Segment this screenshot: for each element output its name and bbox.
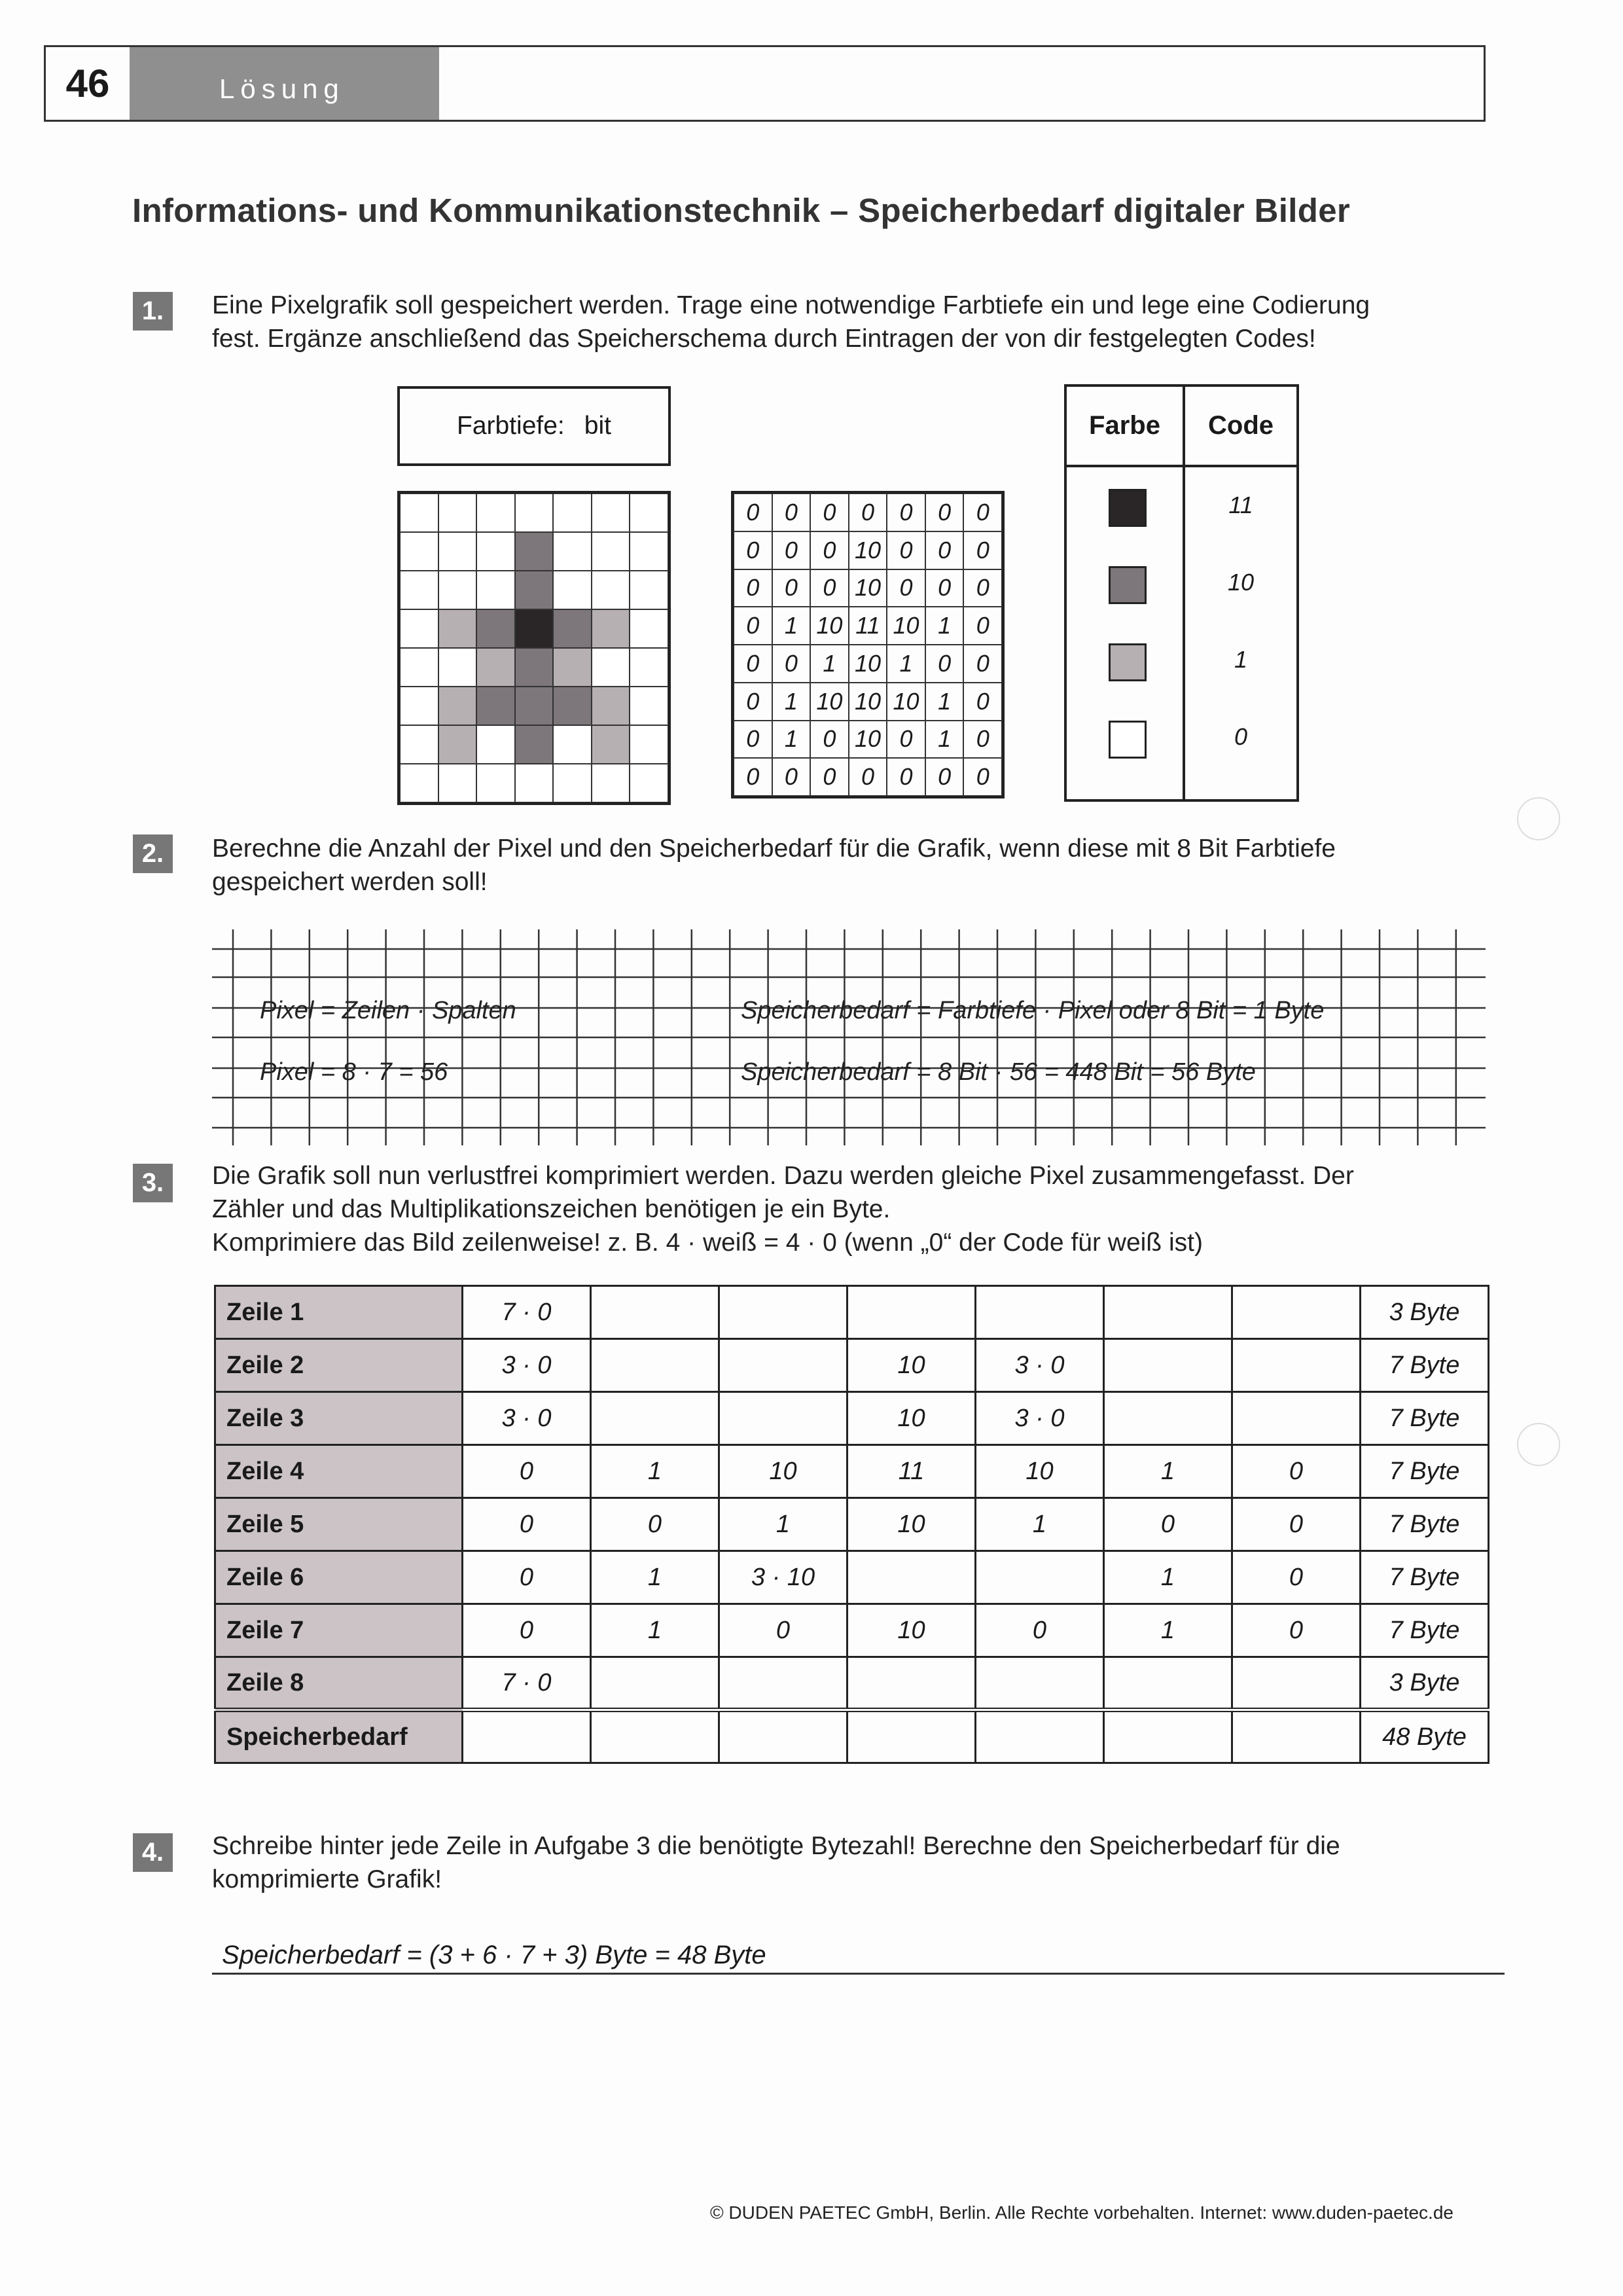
table-cell[interactable]: 1 (719, 1498, 847, 1551)
section-tag: Lösung (219, 73, 345, 104)
legend-header-color: Farbe (1089, 411, 1160, 440)
pixel-cell (400, 532, 438, 571)
table-cell[interactable]: 3 · 0 (976, 1339, 1104, 1392)
legend-header-code: Code (1208, 411, 1274, 440)
table-row (215, 1657, 1489, 1710)
table-cell[interactable] (719, 1710, 847, 1763)
code-cell[interactable]: 0 (887, 493, 925, 531)
table-cell[interactable] (719, 1657, 847, 1710)
pixel-cell (438, 532, 477, 571)
code-cell[interactable]: 0 (963, 721, 1002, 759)
table-row (215, 1339, 1489, 1392)
pixel-cell (476, 571, 515, 609)
byte-count-cell[interactable]: 7 Byte (1361, 1604, 1489, 1657)
code-cell[interactable]: 10 (887, 607, 925, 645)
task-3-text-line: Komprimiere das Bild zeilenweise! z. B. 4 · weiß = 4 · 0 (wenn „0“ der Code für weiß ist) (212, 1229, 1203, 1257)
table-cell[interactable] (591, 1710, 719, 1763)
pixel-cell (592, 648, 630, 687)
code-cell[interactable]: 0 (925, 493, 964, 531)
code-cell[interactable]: 1 (887, 645, 925, 683)
pixel-cell (630, 532, 668, 571)
code-cell[interactable]: 0 (810, 758, 849, 796)
answer-text: Speicherbedarf = (3 + 6 · 7 + 3) Byte = 48 Byte (222, 1941, 766, 1969)
pixel-cell (553, 764, 592, 802)
table-cell[interactable] (1104, 1710, 1232, 1763)
farbtiefe-unit: bit (584, 412, 611, 440)
punch-hole (1517, 797, 1560, 840)
table-row (215, 1604, 1489, 1657)
pixel-cell (553, 725, 592, 764)
pixel-result: Pixel = 8 · 7 = 56 (260, 1058, 448, 1086)
code-cell[interactable]: 0 (772, 758, 811, 796)
pixel-cell (553, 687, 592, 725)
table-cell[interactable] (591, 1339, 719, 1392)
pixel-formula: Pixel = Zeilen · Spalten (260, 997, 516, 1024)
table-row (215, 1286, 1489, 1339)
pixel-cell (630, 571, 668, 609)
pixel-cell (553, 571, 592, 609)
code-cell[interactable]: 0 (925, 531, 964, 569)
pixel-cell (476, 725, 515, 764)
pixel-cell (592, 571, 630, 609)
code-cell[interactable]: 0 (887, 721, 925, 759)
pixel-cell (476, 609, 515, 648)
pixel-cell (438, 687, 477, 725)
row-label: Zeile 6 (215, 1551, 463, 1604)
code-cell[interactable]: 1 (810, 645, 849, 683)
table-cell[interactable] (1232, 1286, 1361, 1339)
pixel-cell (515, 493, 554, 532)
row-label: Zeile 3 (215, 1392, 463, 1445)
code-cell[interactable]: 1 (772, 683, 811, 721)
code-cell[interactable]: 10 (849, 683, 887, 721)
table-cell[interactable]: 0 (719, 1604, 847, 1657)
code-cell[interactable]: 0 (887, 531, 925, 569)
code-cell[interactable]: 11 (849, 607, 887, 645)
pixel-grid (397, 491, 671, 805)
table-cell[interactable] (1104, 1392, 1232, 1445)
footer-copyright: © DUDEN PAETEC GmbH, Berlin. Alle Rechte vorbehalten. Internet: www.duden-paetec.de (710, 2202, 1454, 2223)
code-cell[interactable]: 0 (849, 493, 887, 531)
code-cell[interactable]: 0 (810, 493, 849, 531)
pixel-cell (438, 764, 477, 802)
code-cell[interactable]: 0 (810, 569, 849, 607)
byte-count-cell[interactable]: 7 Byte (1361, 1392, 1489, 1445)
byte-count-cell[interactable]: 7 Byte (1361, 1551, 1489, 1604)
byte-count-cell[interactable]: 3 Byte (1361, 1286, 1489, 1339)
pixel-cell (476, 764, 515, 802)
table-cell[interactable]: 3 · 10 (719, 1551, 847, 1604)
code-cell[interactable]: 0 (849, 758, 887, 796)
legend-code: 0 (1234, 723, 1248, 750)
pixel-cell (630, 725, 668, 764)
table-cell[interactable]: 10 (719, 1445, 847, 1498)
legend-divider (1067, 465, 1296, 467)
row-label: Zeile 1 (215, 1286, 463, 1339)
total-label: Speicherbedarf (215, 1710, 463, 1763)
pixel-cell (438, 571, 477, 609)
table-cell[interactable] (847, 1657, 976, 1710)
row-label: Zeile 7 (215, 1604, 463, 1657)
punch-hole (1517, 1423, 1560, 1466)
pixel-cell (553, 648, 592, 687)
code-cell[interactable]: 0 (734, 683, 772, 721)
pixel-cell (515, 571, 554, 609)
code-cell[interactable]: 1 (772, 721, 811, 759)
code-cell[interactable]: 10 (849, 531, 887, 569)
table-cell[interactable]: 0 (1232, 1445, 1361, 1498)
page-title: Informations- und Kommunikationstechnik – Speicherbedarf digitaler Bilder (132, 192, 1351, 229)
task-2-text-line: gespeichert werden soll! (212, 868, 488, 896)
pixel-cell (515, 609, 554, 648)
code-cell[interactable]: 0 (734, 607, 772, 645)
table-cell[interactable]: 1 (1104, 1551, 1232, 1604)
table-cell[interactable]: 10 (847, 1339, 976, 1392)
table-cell[interactable] (976, 1286, 1104, 1339)
table-cell[interactable]: 0 (976, 1604, 1104, 1657)
pixel-cell (400, 687, 438, 725)
table-cell[interactable] (591, 1657, 719, 1710)
table-cell[interactable]: 0 (463, 1445, 591, 1498)
code-cell[interactable]: 0 (772, 493, 811, 531)
table-cell[interactable] (847, 1551, 976, 1604)
code-cell[interactable]: 1 (925, 721, 964, 759)
task-3-text (212, 1159, 1354, 1259)
table-cell[interactable]: 0 (1232, 1498, 1361, 1551)
code-cell[interactable]: 0 (772, 569, 811, 607)
table-cell[interactable]: 1 (591, 1445, 719, 1498)
row-label: Zeile 5 (215, 1498, 463, 1551)
task-1-text-line: fest. Ergänze anschließend das Speicherschema durch Eintragen der von dir festgelegten Codes! (212, 325, 1316, 353)
code-cell[interactable]: 10 (849, 721, 887, 759)
pixel-cell (553, 532, 592, 571)
pixel-cell (630, 687, 668, 725)
task-4-text-line: komprimierte Grafik! (212, 1865, 442, 1893)
table-cell[interactable] (976, 1551, 1104, 1604)
table-cell[interactable] (1232, 1710, 1361, 1763)
code-cell[interactable]: 0 (810, 721, 849, 759)
table-row (215, 1498, 1489, 1551)
task-4-text-line: Schreibe hinter jede Zeile in Aufgabe 3 die benötigte Bytezahl! Berechne den Speicherbedarf für die (212, 1832, 1340, 1860)
table-cell[interactable]: 0 (463, 1498, 591, 1551)
code-cell[interactable]: 0 (963, 645, 1002, 683)
storage-schema-grid (731, 491, 1005, 798)
pixel-cell (630, 493, 668, 532)
pixel-cell (400, 571, 438, 609)
pixel-cell (592, 764, 630, 802)
table-cell[interactable] (976, 1710, 1104, 1763)
pixel-cell (592, 725, 630, 764)
table-cell[interactable]: 7 · 0 (463, 1657, 591, 1710)
code-cell[interactable]: 1 (772, 607, 811, 645)
table-cell[interactable]: 10 (847, 1392, 976, 1445)
code-cell[interactable]: 10 (810, 683, 849, 721)
pixel-cell (476, 687, 515, 725)
pixel-cell (400, 609, 438, 648)
code-cell[interactable]: 0 (887, 758, 925, 796)
table-cell[interactable]: 3 · 0 (976, 1392, 1104, 1445)
task-1-text (212, 289, 1370, 355)
code-cell[interactable]: 0 (734, 758, 772, 796)
task-4-text (212, 1829, 1340, 1896)
table-cell[interactable] (719, 1339, 847, 1392)
table-cell[interactable] (719, 1286, 847, 1339)
compression-table (214, 1285, 1489, 1764)
table-cell[interactable]: 0 (463, 1551, 591, 1604)
code-cell[interactable]: 0 (734, 645, 772, 683)
pixel-cell (630, 648, 668, 687)
code-cell[interactable]: 0 (810, 531, 849, 569)
pixel-cell (400, 648, 438, 687)
row-label: Zeile 2 (215, 1339, 463, 1392)
legend-code: 10 (1227, 569, 1255, 596)
color-swatch (1109, 721, 1147, 759)
table-cell[interactable]: 1 (591, 1604, 719, 1657)
code-cell[interactable]: 0 (963, 683, 1002, 721)
byte-count-cell[interactable]: 7 Byte (1361, 1498, 1489, 1551)
color-swatch (1109, 643, 1147, 681)
color-swatch (1109, 489, 1147, 527)
table-cell[interactable] (1104, 1339, 1232, 1392)
code-cell[interactable]: 0 (963, 569, 1002, 607)
pixel-cell (515, 648, 554, 687)
pixel-cell (515, 532, 554, 571)
code-cell[interactable]: 0 (734, 493, 772, 531)
task-4-number: 4. (133, 1833, 173, 1872)
row-label: Zeile 8 (215, 1657, 463, 1710)
table-cell[interactable]: 0 (1232, 1604, 1361, 1657)
color-code-legend (1064, 384, 1299, 802)
table-row (215, 1551, 1489, 1604)
pixel-cell (630, 764, 668, 802)
pixel-cell (438, 493, 477, 532)
table-row (215, 1392, 1489, 1445)
task-2-text-line: Berechne die Anzahl der Pixel und den Speicherbedarf für die Grafik, wenn diese mit 8 Bit Farbtiefe (212, 834, 1336, 863)
pixel-cell (515, 764, 554, 802)
table-cell[interactable]: 10 (847, 1498, 976, 1551)
table-cell[interactable] (1104, 1286, 1232, 1339)
task-3-number: 3. (133, 1164, 173, 1202)
pixel-cell (438, 725, 477, 764)
code-cell[interactable]: 0 (772, 645, 811, 683)
byte-count-cell[interactable]: 7 Byte (1361, 1445, 1489, 1498)
graph-paper (212, 929, 1486, 1145)
pixel-cell (553, 493, 592, 532)
answer-line (212, 1973, 1505, 1975)
pixel-cell (630, 609, 668, 648)
pixel-cell (400, 725, 438, 764)
legend-code: 11 (1228, 492, 1253, 518)
table-cell[interactable]: 1 (1104, 1445, 1232, 1498)
pixel-cell (592, 493, 630, 532)
table-cell[interactable]: 1 (1104, 1604, 1232, 1657)
color-swatch (1109, 566, 1147, 604)
table-cell[interactable]: 11 (847, 1445, 976, 1498)
code-cell[interactable]: 0 (887, 569, 925, 607)
code-cell[interactable]: 0 (963, 493, 1002, 531)
pixel-cell (515, 687, 554, 725)
pixel-cell (438, 609, 477, 648)
pixel-cell (592, 609, 630, 648)
table-cell[interactable] (976, 1657, 1104, 1710)
table-cell[interactable]: 1 (591, 1551, 719, 1604)
table-row (215, 1445, 1489, 1498)
code-cell[interactable]: 0 (925, 758, 964, 796)
pixel-cell (400, 764, 438, 802)
table-cell[interactable]: 10 (847, 1604, 976, 1657)
code-cell[interactable]: 0 (925, 569, 964, 607)
pixel-cell (515, 725, 554, 764)
farbtiefe-label: Farbtiefe: (457, 412, 565, 440)
code-cell[interactable]: 0 (734, 531, 772, 569)
table-cell[interactable] (1232, 1392, 1361, 1445)
table-cell[interactable]: 0 (1232, 1551, 1361, 1604)
table-cell[interactable]: 1 (976, 1498, 1104, 1551)
table-cell[interactable] (847, 1710, 976, 1763)
pixel-cell (438, 648, 477, 687)
legend-code: 1 (1234, 646, 1248, 673)
code-cell[interactable]: 1 (925, 607, 964, 645)
task-1-number: 1. (133, 292, 173, 331)
pixel-cell (476, 532, 515, 571)
table-cell[interactable]: 3 · 0 (463, 1339, 591, 1392)
pixel-cell (400, 493, 438, 532)
pixel-cell (592, 532, 630, 571)
code-cell[interactable]: 0 (963, 531, 1002, 569)
total-bytes-cell[interactable]: 48 Byte (1361, 1710, 1489, 1763)
pixel-cell (476, 493, 515, 532)
task-1-text-line: Eine Pixelgrafik soll gespeichert werden. Trage eine notwendige Farbtiefe ein und lege eine Codierung (212, 291, 1370, 319)
byte-count-cell[interactable]: 7 Byte (1361, 1339, 1489, 1392)
table-cell[interactable] (591, 1392, 719, 1445)
table-cell[interactable]: 0 (463, 1604, 591, 1657)
code-cell[interactable]: 10 (887, 683, 925, 721)
table-cell[interactable]: 0 (591, 1498, 719, 1551)
table-cell[interactable] (847, 1286, 976, 1339)
table-cell[interactable] (591, 1286, 719, 1339)
table-cell[interactable] (1232, 1657, 1361, 1710)
code-cell[interactable]: 10 (849, 645, 887, 683)
task-3-text-line: Zähler und das Multiplikationszeichen benötigen je ein Byte. (212, 1195, 891, 1223)
table-cell[interactable]: 0 (1104, 1498, 1232, 1551)
code-cell[interactable]: 0 (925, 645, 964, 683)
table-cell[interactable] (463, 1710, 591, 1763)
pixel-cell (476, 648, 515, 687)
pixel-cell (592, 687, 630, 725)
total-row (215, 1710, 1489, 1763)
table-cell[interactable]: 3 · 0 (463, 1392, 591, 1445)
code-cell[interactable]: 0 (772, 531, 811, 569)
code-cell[interactable]: 10 (849, 569, 887, 607)
table-cell[interactable] (1232, 1339, 1361, 1392)
pixel-cell (553, 609, 592, 648)
page-number: 46 (65, 62, 110, 105)
farbtiefe-box[interactable] (397, 386, 671, 466)
byte-count-cell[interactable]: 3 Byte (1361, 1657, 1489, 1710)
task-2-number: 2. (133, 834, 173, 873)
table-cell[interactable] (1104, 1657, 1232, 1710)
table-cell[interactable]: 7 · 0 (463, 1286, 591, 1339)
code-cell[interactable]: 0 (963, 758, 1002, 796)
code-cell[interactable]: 0 (963, 607, 1002, 645)
code-cell[interactable]: 1 (925, 683, 964, 721)
table-cell[interactable]: 10 (976, 1445, 1104, 1498)
storage-formula: Speicherbedarf = Farbtiefe · Pixel oder 8 Bit = 1 Byte (741, 997, 1325, 1024)
task-3-text-line: Die Grafik soll nun verlustfrei komprimiert werden. Dazu werden gleiche Pixel zusammengefasst. Der (212, 1162, 1354, 1190)
code-cell[interactable]: 10 (810, 607, 849, 645)
table-cell[interactable] (719, 1392, 847, 1445)
task-2-text (212, 832, 1336, 899)
storage-result: Speicherbedarf = 8 Bit · 56 = 448 Bit = 56 Byte (741, 1058, 1256, 1086)
code-cell[interactable]: 0 (734, 569, 772, 607)
row-label: Zeile 4 (215, 1445, 463, 1498)
code-cell[interactable]: 0 (734, 721, 772, 759)
